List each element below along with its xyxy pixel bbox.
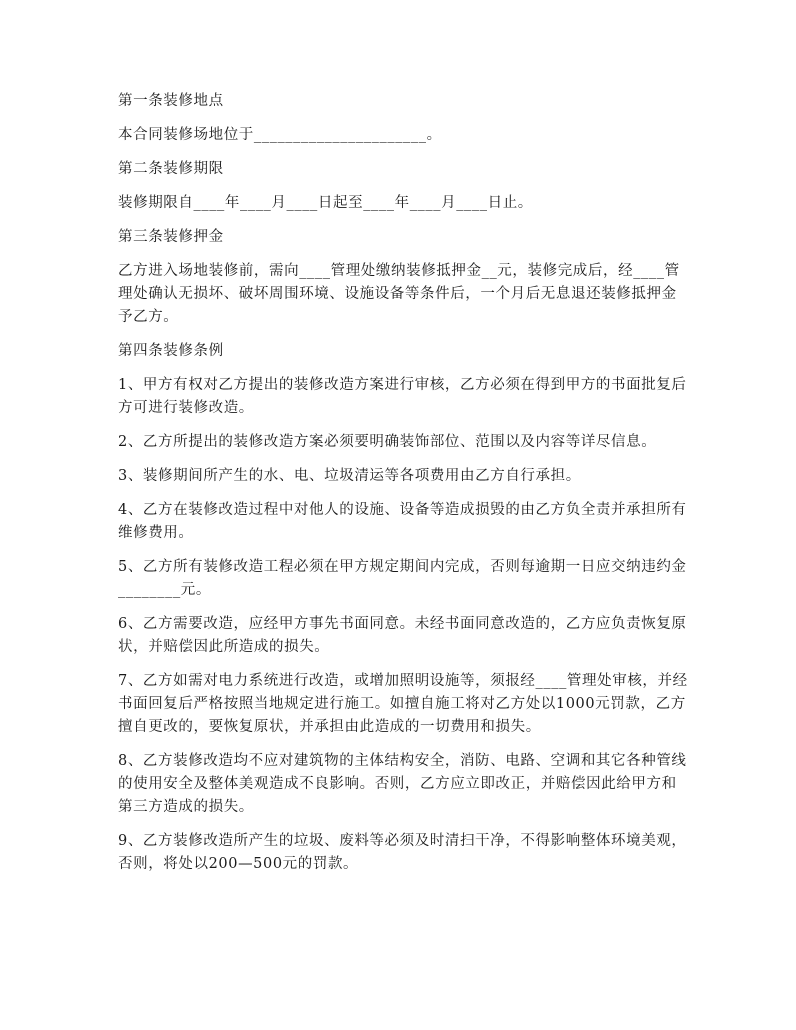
clause-3: 3、装修期间所产生的水、电、垃圾清运等各项费用由乙方自行承担。: [118, 468, 581, 484]
paragraph-period: 装修期限自____年____月____日起至____年____月____日止。: [118, 195, 533, 211]
section-heading-2: 第二条装修期限: [118, 161, 224, 177]
section-heading-4: 第四条装修条例: [118, 343, 224, 359]
clause-9: 9、乙方装修改造所产生的垃圾、废料等必须及时清扫干净，不得影响整体环境美观，否则，将处以200—500元的罚款。: [118, 833, 687, 872]
clause-1: 1、甲方有权对乙方提出的装修改造方案进行审核，乙方必须在得到甲方的书面批复后方可进行装修改造。: [118, 377, 687, 416]
section-heading-3: 第三条装修押金: [118, 229, 224, 245]
clause-2: 2、乙方所提出的装修改造方案必须要明确装饰部位、范围以及内容等详尽信息。: [118, 434, 657, 450]
clause-8: 8、乙方装修改造均不应对建筑物的主体结构安全，消防、电路、空调和其它各种管线的使用安全及整体美观造成不良影响。否则，乙方应立即改正，并赔偿因此给甲方和第三方造成的损失。: [118, 753, 687, 815]
clause-6: 6、乙方需要改造，应经甲方事先书面同意。未经书面同意改造的，乙方应负责恢复原状，并赔偿因此所造成的损失。: [118, 616, 687, 655]
clause-5: 5、乙方所有装修改造工程必须在甲方规定期间内完成，否则每逾期一日应交纳违约金________元。: [118, 559, 687, 598]
paragraph-location: 本合同装修场地位于______________________。: [118, 127, 442, 143]
clause-7: 7、乙方如需对电力系统进行改造，或增加照明设施等，须报经____管理处审核，并经书面回复后严格按照当地规定进行施工。如擅自施工将对乙方处以1000元罚款，乙方擅自更改的，要恢复原状，并承担由此造成的一切费用和损失。: [118, 673, 688, 735]
clause-4: 4、乙方在装修改造过程中对他人的设施、设备等造成损毁的由乙方负全责并承担所有维修费用。: [118, 502, 687, 541]
paragraph-deposit: 乙方进入场地装修前，需向____管理处缴纳装修抵押金__元，装修完成后，经____管理处确认无损坏、破坏周围环境、设施设备等条件后，一个月后无息退还装修抵押金予乙方。: [118, 263, 680, 325]
section-heading-1: 第一条装修地点: [118, 93, 224, 109]
document-page: [118, 90, 688, 887]
